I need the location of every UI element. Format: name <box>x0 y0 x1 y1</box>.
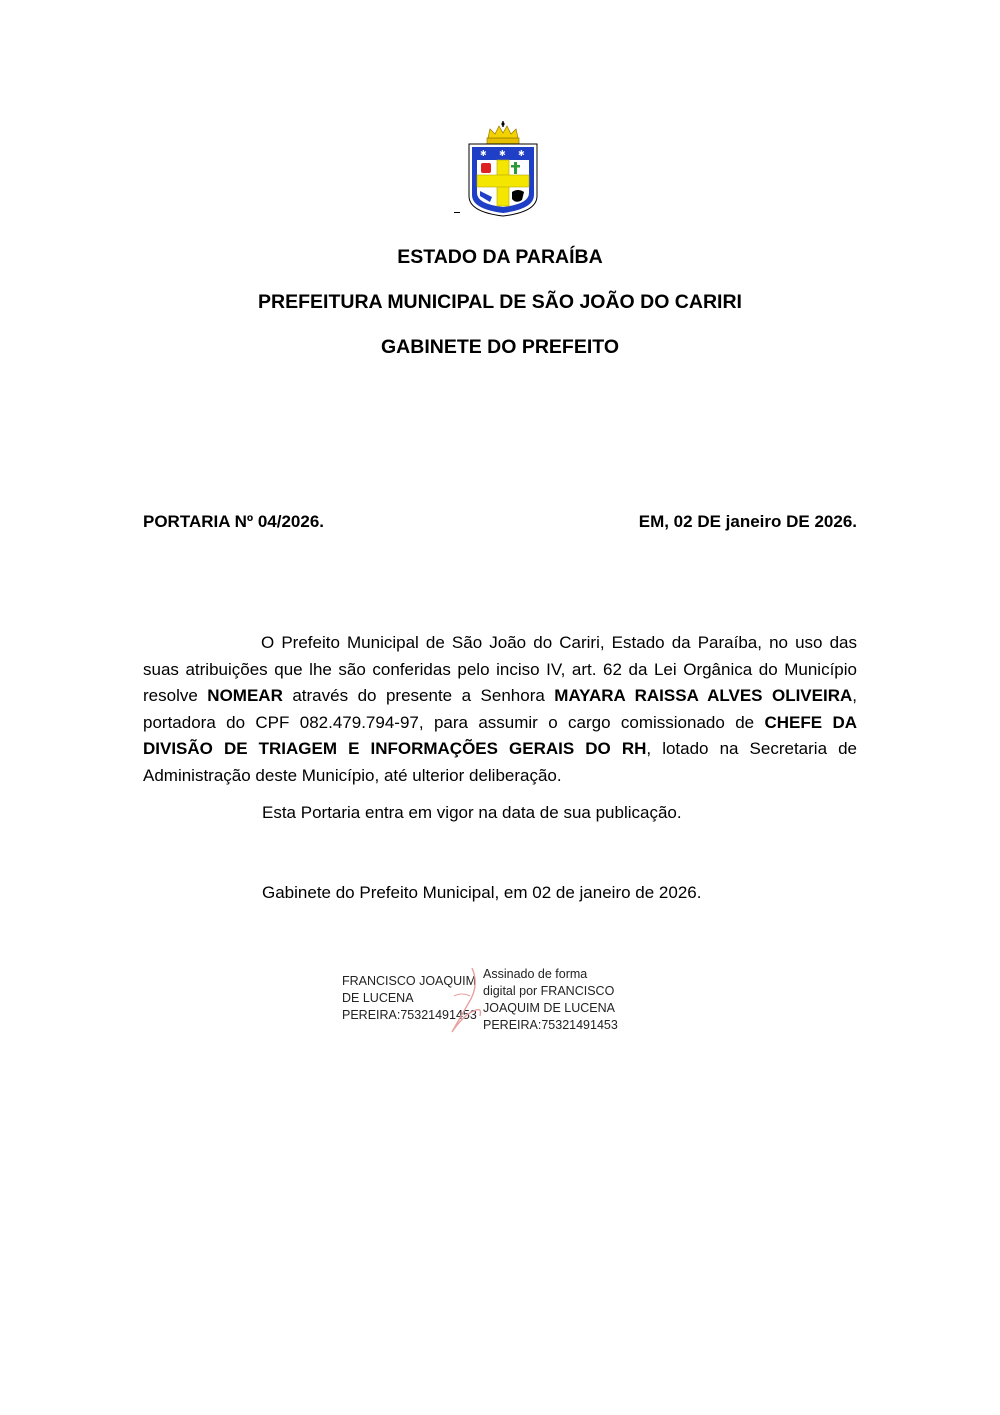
coat-of-arms-logo <box>466 120 540 218</box>
separator-mark <box>454 212 460 213</box>
signature-info-line: Assinado de forma <box>483 967 588 981</box>
body-paragraph <box>143 630 857 789</box>
body-text-1: O Prefeito Municipal de São João do Cariri, Estado da Paraíba, no uso das suas atribuições que lhe são conferidas pelo inciso IV, art. 62 da Lei Orgânica do Município resolve <box>143 633 857 705</box>
signer-name-line: DE LUCENA <box>342 991 414 1005</box>
signer-name-line: PEREIRA:75321491453 <box>342 1008 477 1022</box>
svg-text:✱: ✱ <box>518 149 525 158</box>
signature-info-line: PEREIRA:75321491453 <box>483 1018 618 1032</box>
appointee-name: MAYARA RAISSA ALVES OLIVEIRA <box>554 686 853 705</box>
action-nomear: NOMEAR <box>207 686 283 705</box>
effective-clause: Esta Portaria entra em vigor na data de sua publicação. <box>262 803 682 822</box>
signer-name-line: FRANCISCO JOAQUIM <box>342 974 477 988</box>
closing-line: Gabinete do Prefeito Municipal, em 02 de janeiro de 2026. <box>262 883 702 902</box>
office-heading: GABINETE DO PREFEITO <box>381 336 619 358</box>
state-heading: ESTADO DA PARAÍBA <box>397 246 603 268</box>
svg-text:✱: ✱ <box>499 149 506 158</box>
signature-info <box>483 966 643 1034</box>
body-text-2: através do presente a Senhora <box>282 686 555 705</box>
document-date: EM, 02 DE janeiro DE 2026. <box>638 512 857 531</box>
position-title: CHEFE DA DIVISÃO DE TRIAGEM E INFORMAÇÕES GERAIS DO RH <box>143 712 857 758</box>
document-reference-row <box>143 512 857 532</box>
city-hall-heading: PREFEITURA MUNICIPAL DE SÃO JOÃO DO CARIRI <box>258 291 742 313</box>
signature-info-line: JOAQUIM DE LUCENA <box>483 1001 615 1015</box>
body-text-3: , portadora do CPF 082.479.794-97, para assumir o cargo comissionado de <box>143 686 858 732</box>
svg-text:✱: ✱ <box>480 149 487 158</box>
digital-signature <box>342 966 642 1046</box>
body-text-4: , lotado na Secretaria de Administração deste Município, até ulterior deliberação. <box>143 739 857 785</box>
portaria-number: PORTARIA Nº 04/2026. <box>143 512 324 531</box>
signature-info-line: digital por FRANCISCO <box>483 984 615 998</box>
